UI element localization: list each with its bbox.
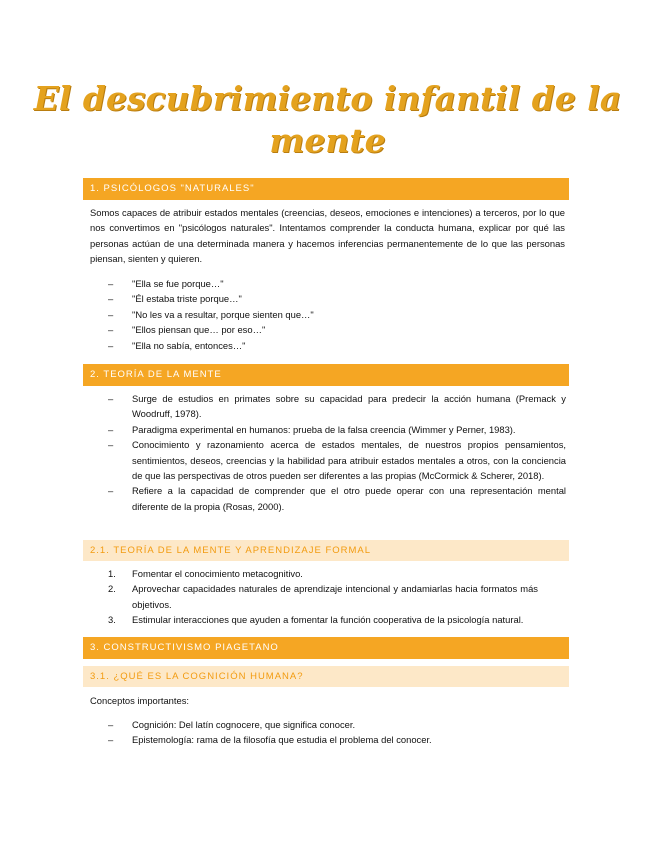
section-heading-2-1: 2.1. TEORÍA DE LA MENTE Y APRENDIZAJE FORMAL xyxy=(83,540,569,561)
section-heading-3: 3. CONSTRUCTIVISMO PIAGETANO xyxy=(83,637,569,659)
section-heading-1: 1. PSICÓLOGOS "NATURALES" xyxy=(83,178,569,200)
list-item: – Cognición: Del latín cognocere, que significa conocer. xyxy=(108,717,566,732)
list-number: 1. xyxy=(108,568,116,579)
section-3-1-list xyxy=(108,717,566,748)
section-2-1-numbered-list xyxy=(108,566,538,628)
list-item: – "Él estaba triste porque…" xyxy=(108,291,568,306)
list-item: – Refiere a la capacidad de comprender que el otro puede operar con una representación mental diferente de la propia (Rosas, 2000). xyxy=(108,485,566,512)
list-item: 1. Fomentar el conocimiento metacognitivo. xyxy=(108,566,538,581)
list-item: 2. Aprovechar capacidades naturales de aprendizaje intencional y andamiarlas hacia formatos más objetivos. xyxy=(108,583,538,610)
list-item: – "Ella no sabía, entonces…" xyxy=(108,338,568,353)
concepts-label: Conceptos importantes: xyxy=(90,695,190,706)
dash-marker: – xyxy=(108,339,114,351)
list-item: – Conocimiento y razonamiento acerca de estados mentales, de nuestros propios pensamientos, sentimientos, deseos, creencias y la habilidad para atribuir estados mentales a otros, con la conciencia de que las perspectivas de otros pueden ser diferentes a las propias (McCormick & Scherer, 2018). xyxy=(108,439,566,482)
dash-marker: – xyxy=(108,278,114,289)
list-item: 3. Estimular interacciones que ayuden a fomentar la función cooperativa de la psicología natural. xyxy=(108,612,538,627)
list-item: – Epistemología: rama de la filosofía que estudia el problema del conocer. xyxy=(108,732,566,747)
dash-marker: – xyxy=(108,423,114,435)
dash-marker: – xyxy=(108,324,114,336)
list-number: 2. xyxy=(108,583,116,595)
section-1-quote-list xyxy=(108,276,568,353)
document-title xyxy=(0,78,655,162)
list-item: – "Ellos piensan que… por eso…" xyxy=(108,322,568,337)
section-2-list xyxy=(108,391,566,514)
title-line-1: El descubrimiento infantil de la xyxy=(33,79,622,118)
dash-marker: – xyxy=(108,293,114,305)
dash-marker: – xyxy=(108,308,114,320)
dash-marker: – xyxy=(108,393,114,404)
section-heading-2: 2. TEORÍA DE LA MENTE xyxy=(83,364,569,386)
list-item: – "Ella se fue porque…" xyxy=(108,276,568,291)
list-item: – Paradigma experimental en humanos: prueba de la falsa creencia (Wimmer y Perner, 1983). xyxy=(108,422,566,437)
title-line-2: mente xyxy=(269,121,386,160)
list-item: – "No les va a resultar, porque sienten que…" xyxy=(108,307,568,322)
dash-marker: – xyxy=(108,439,114,451)
dash-marker: – xyxy=(108,719,114,730)
list-number: 3. xyxy=(108,614,116,626)
section-heading-3-1: 3.1. ¿QUÉ ES LA COGNICIÓN HUMANA? xyxy=(83,666,569,687)
dash-marker: – xyxy=(108,734,114,746)
dash-marker: – xyxy=(108,485,114,497)
section-1-paragraph: Somos capaces de atribuir estados mentales (creencias, deseos, emociones e intenciones) a terceros, por lo que nos convertimos en "psicólogos naturales". Intentamos comprender la conducta humana, explicar por qué las personas actúan de una determinada manera y hacemos inferencias permanentemente de lo que las personas piensan, sienten y quieren. xyxy=(90,207,565,265)
list-item: – Surge de estudios en primates sobre su capacidad para predecir la acción humana (Premack y Woodruff, 1978). xyxy=(108,393,566,420)
